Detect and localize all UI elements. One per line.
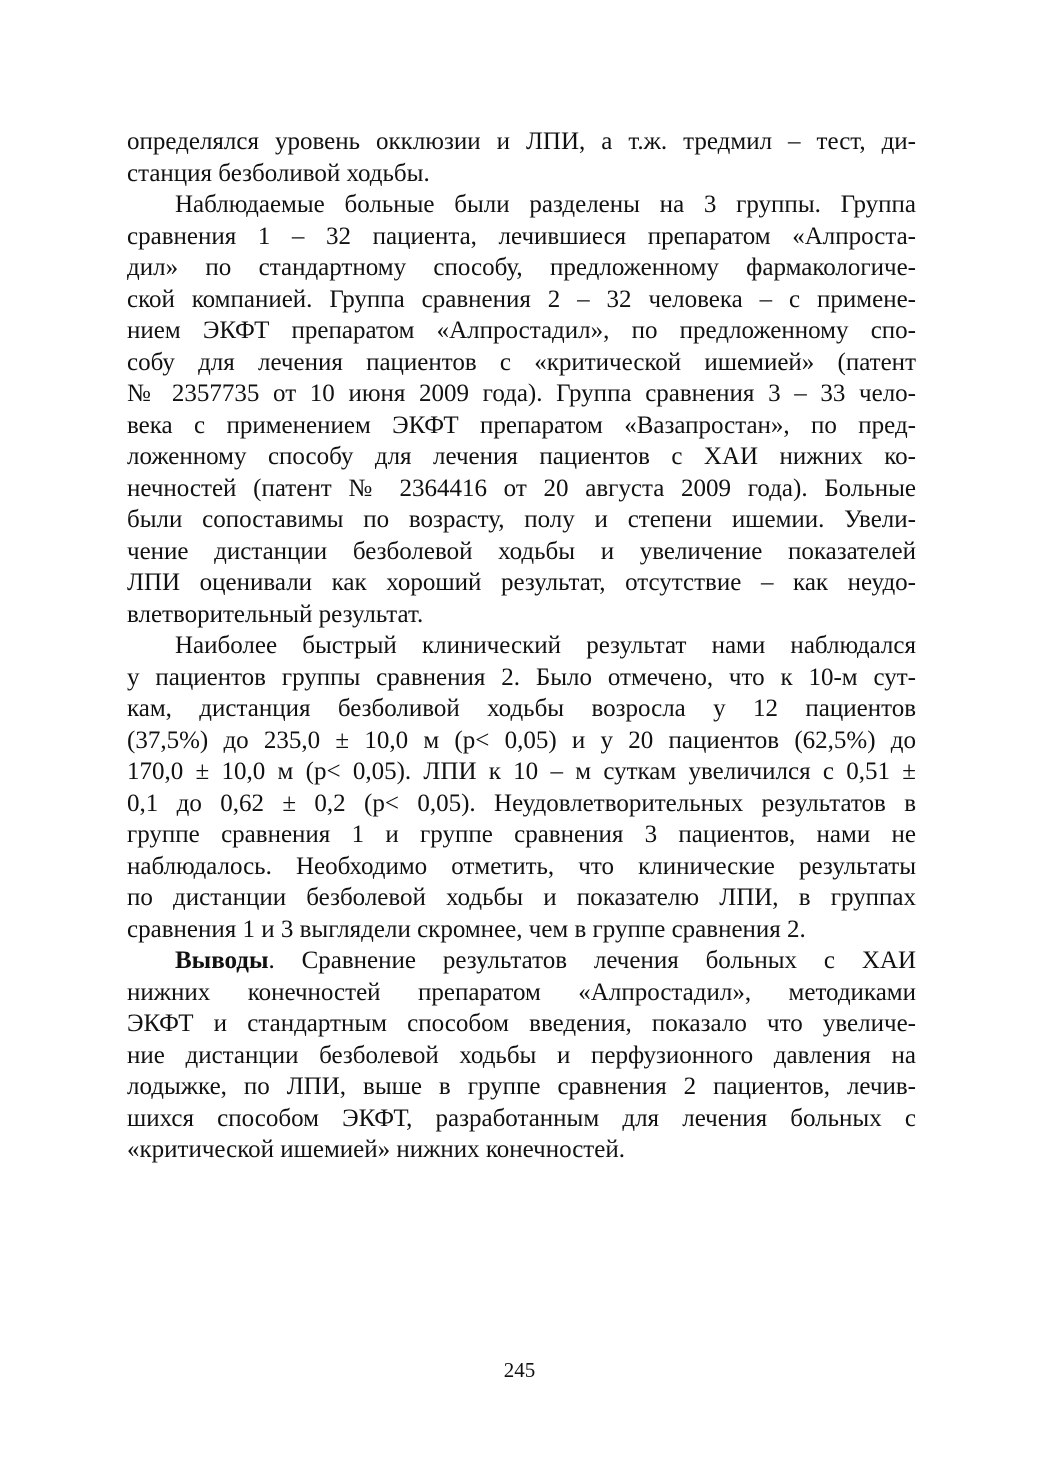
text-line: кам, дистанция безболивой ходьбы возросла у 12 пациентов bbox=[127, 695, 916, 722]
text-line: нечностей (патент № 2364416 от 20 августа 2009 года). Больные bbox=[127, 474, 916, 502]
text-line: Наиболее быстрый клинический результат нами наблюдался bbox=[175, 632, 916, 659]
text-line: собу для лечения пациентов с «критической ишемией» (патент bbox=[127, 348, 916, 376]
text-line: 0,1 до 0,62 ± 0,2 (p< 0,05). Неудовлетворительных результатов в bbox=[127, 789, 916, 817]
text-line: дил» по стандартному способу, предложенному фармакологиче- bbox=[127, 254, 916, 281]
text-line: были сопоставимы по возрасту, полу и степени ишемии. Увели- bbox=[127, 506, 916, 533]
text-line: определялся уровень окклюзии и ЛПИ, а т.ж. тредмил – тест, ди- bbox=[127, 128, 916, 155]
paragraph-continued bbox=[127, 126, 916, 189]
text-line: сравнения 1 – 32 пациента, лечившиеся препаратом «Алпроста- bbox=[127, 222, 916, 250]
text-line: чение дистанции безболевой ходьбы и увеличение показателей bbox=[127, 537, 916, 565]
text-line bbox=[127, 945, 916, 977]
text-line: у пациентов группы сравнения 2. Было отмечено, что к 10-м сут- bbox=[127, 663, 916, 691]
text-line: ЛПИ оценивали как хороший результат, отсутствие – как неудо- bbox=[127, 569, 916, 596]
text-line: 170,0 ± 10,0 м (p< 0,05). ЛПИ к 10 – м суткам увеличился с 0,51 ± bbox=[127, 758, 916, 785]
text-line: лодыжке, по ЛПИ, выше в группе сравнения 2 пациентов, лечив- bbox=[127, 1073, 916, 1100]
text-line: (37,5%) до 235,0 ± 10,0 м (p< 0,05) и у 20 пациентов (62,5%) до bbox=[127, 726, 916, 754]
text-line: ЭКФТ и стандартным способом введения, показало что увеличе- bbox=[127, 1010, 916, 1037]
text-line: нием ЭКФТ препаратом «Алпростадил», по предложенному спо- bbox=[127, 317, 916, 344]
paragraph-conclusions bbox=[127, 945, 916, 1166]
paragraph-results bbox=[127, 630, 916, 945]
conclusions-first-line: . Сравнение результатов лечения больных с ХАИ bbox=[268, 947, 916, 974]
text-line: станция безболивой ходьбы. bbox=[127, 159, 430, 187]
text-line: наблюдалось. Необходимо отметить, что клинические результаты bbox=[127, 852, 916, 880]
conclusions-heading: Выводы bbox=[175, 947, 269, 974]
text-line: ние дистанции безболевой ходьбы и перфузионного давления на bbox=[127, 1041, 916, 1069]
text-line: ложенному способу для лечения пациентов с ХАИ нижних ко- bbox=[127, 443, 916, 470]
paragraph-groups bbox=[127, 189, 916, 630]
text-line: № 2357735 от 10 июня 2009 года). Группа сравнения 3 – 33 чело- bbox=[127, 380, 916, 407]
text-line: века с применением ЭКФТ препаратом «Вазапростан», по пред- bbox=[127, 411, 916, 439]
text-line: по дистанции безболевой ходьбы и показателю ЛПИ, в группах bbox=[127, 884, 916, 911]
text-line: группе сравнения 1 и группе сравнения 3 пациентов, нами не bbox=[127, 821, 916, 848]
page-number: 245 bbox=[503, 1358, 536, 1382]
text-line: шихся способом ЭКФТ, разработанным для лечения больных с bbox=[127, 1104, 916, 1132]
text-line: влетворительный результат. bbox=[127, 600, 424, 628]
text-line: Наблюдаемые больные были разделены на 3 группы. Группа bbox=[175, 191, 916, 218]
page-body bbox=[127, 126, 916, 1166]
text-line: сравнения 1 и 3 выглядели скромнее, чем в группе сравнения 2. bbox=[127, 915, 806, 943]
text-line: ской компанией. Группа сравнения 2 – 32 человека – с примене- bbox=[127, 285, 916, 313]
text-line: «критической ишемией» нижних конечностей. bbox=[127, 1136, 625, 1163]
text-line: нижних конечностей препаратом «Алпростадил», методиками bbox=[127, 978, 916, 1006]
